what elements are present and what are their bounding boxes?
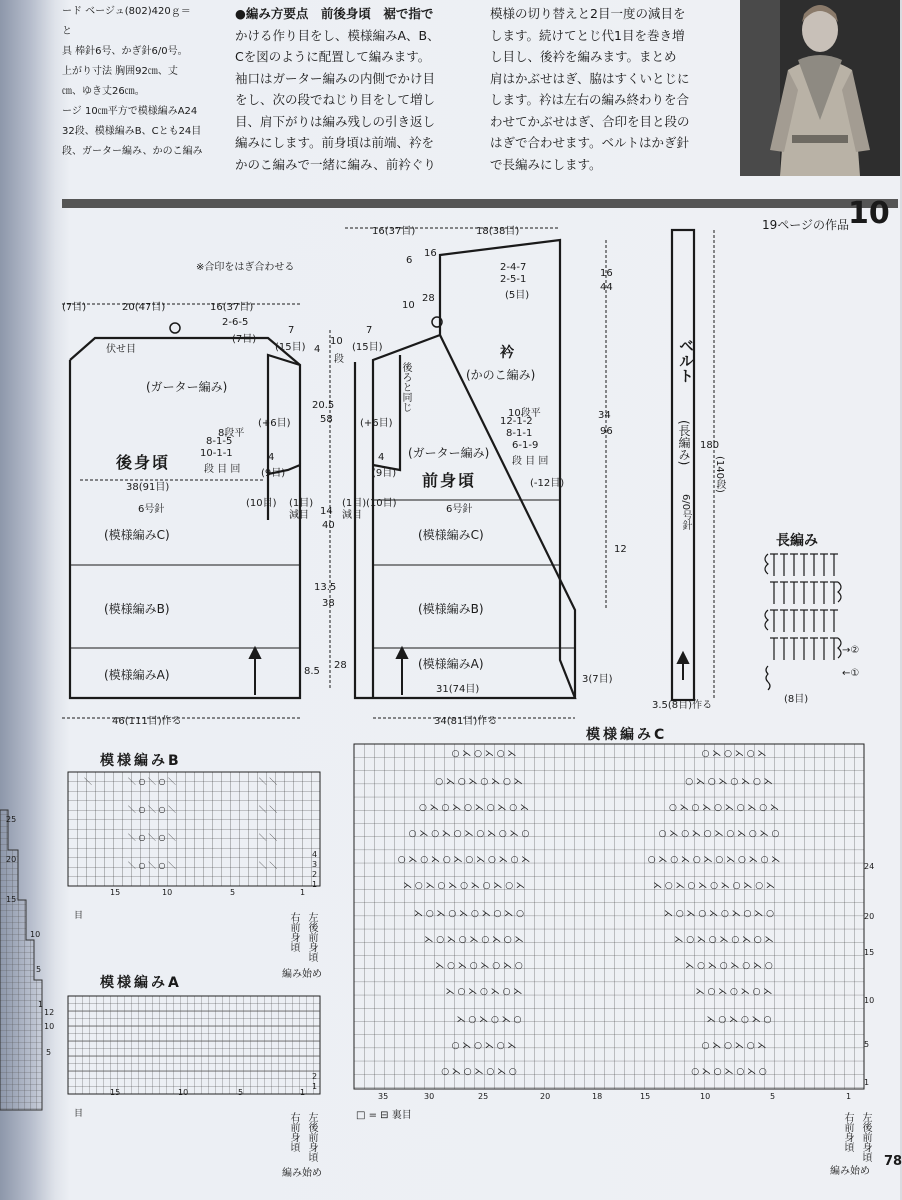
svg-text:⋋ ○ ⋋ ○ ⋋ ○ ⋋ ○ ⋋ ○: ⋋ ○ ⋋ ○ ⋋ ○ ⋋ ○ ⋋ ○	[413, 909, 525, 919]
dim-34: 34(81目)作る	[434, 716, 498, 727]
chart-c-row-1: 1	[864, 1078, 870, 1087]
collar-dec-b2: 12-1-2	[500, 416, 533, 427]
svg-text:○ ⋋ ○ ⋋ ○ ⋋ ○ ⋋ ○ ⋋: ○ ⋋ ○ ⋋ ○ ⋋ ○ ⋋ ○ ⋋	[668, 803, 780, 813]
svg-text:＼ ＼: ＼ ＼	[258, 833, 278, 842]
chart-c-col-20: 20	[540, 1092, 551, 1101]
dim-38-dan: 38	[322, 598, 335, 609]
body1-line-8: かのこ編みで一緒に編み、前衿ぐり	[235, 156, 436, 172]
dim-plus6b: (+6目)	[360, 418, 393, 429]
svg-text:○ ⋋ ○ ⋋ ○ ⋋ ○: ○ ⋋ ○ ⋋ ○ ⋋ ○	[441, 1067, 517, 1077]
body2-line-4: 肩はかぶせはぎ、脇はすくいとじに	[490, 70, 690, 86]
svg-text:⋋ ○ ⋋ ○ ⋋ ○ ⋋ ○: ⋋ ○ ⋋ ○ ⋋ ○ ⋋ ○	[435, 961, 523, 971]
chart-b-row-1: 1	[312, 880, 318, 889]
back-body-title: 後身頃	[116, 453, 171, 472]
chart-a-start-3: 編み始め	[282, 1168, 322, 1179]
dim-top-18: 18(38目)	[476, 226, 520, 237]
svg-text:⋋ ○ ⋋ ○ ⋋ ○ ⋋ ○ ⋋ ○ ⋋: ⋋ ○ ⋋ ○ ⋋ ○ ⋋ ○ ⋋ ○ ⋋	[653, 881, 775, 891]
inc-2: 8-1-5	[206, 436, 233, 447]
intro-line-2: と	[62, 26, 72, 37]
chart-c-start-3: 編み始め	[830, 1166, 870, 1177]
chart-b-col-5: 5	[230, 888, 236, 897]
chart-b-col-10: 10	[162, 888, 173, 897]
chart-a-title: 模様編みA	[100, 975, 182, 991]
collar-dec-2: 2-5-1	[500, 274, 527, 285]
chart-c-legend: □ = ⊟ 裏目	[356, 1110, 412, 1121]
body2-line-6: わせてかぶせはぎ、合印を目と段の	[490, 113, 690, 129]
same-as-back: 後ろと同じ	[400, 362, 411, 412]
body1-line-6: 目、肩下がりは編み残しの引き返し	[235, 113, 436, 129]
chart-b-col-1: 1	[300, 888, 306, 897]
chart-b-start-1: 右前身頃	[288, 912, 299, 952]
chart-c-row-10: 10	[864, 996, 875, 1005]
svg-text:⋋ ○ ⋋ ○ ⋋ ○ ⋋ ○ ⋋: ⋋ ○ ⋋ ○ ⋋ ○ ⋋ ○ ⋋	[674, 935, 774, 945]
svg-text:＼ ＼: ＼ ＼	[258, 777, 278, 786]
body1-line-2: かける作り目をし、模様編みA、B、	[235, 27, 440, 43]
intro-line-8: 段、ガーター編み、かのこ編み	[62, 146, 203, 157]
dim-3: 3(7目)	[582, 674, 613, 685]
dim-10c: 10	[402, 300, 415, 311]
body2-line-7: はぎで合わせます。ベルトはかぎ針	[490, 135, 690, 150]
chart-a-col-1: 1	[300, 1088, 306, 1097]
left-partial-chart	[0, 790, 50, 1110]
chart-a-mark: 目	[74, 1109, 84, 1119]
dim-4: 4	[314, 344, 321, 355]
gen-2: 減目	[342, 510, 362, 521]
belt-cast-on: 3.5(8目)作る	[652, 700, 713, 711]
chart-b-row-4: 4	[312, 850, 318, 859]
dim-9: (9目)	[261, 468, 286, 479]
chart-c-start-2: 左後前身頃	[860, 1112, 871, 1162]
pattern-number: 10	[848, 196, 890, 231]
intro-line-6: ージ 10㎝平方で模様編みA24	[62, 106, 198, 117]
dim-7a: 7	[288, 325, 295, 336]
belt-subtitle: (長編み)	[677, 420, 691, 466]
dim-4c: 4	[378, 452, 385, 463]
collar-dec-b5: 段 目 回	[512, 456, 549, 467]
inc-1: 8段平	[218, 428, 245, 439]
svg-text:○ ⋋ ○ ⋋ ○ ⋋ ○ ⋋ ○ ⋋ ○: ○ ⋋ ○ ⋋ ○ ⋋ ○ ⋋ ○ ⋋ ○	[658, 829, 780, 839]
chart-c-row-24: 24	[864, 862, 875, 871]
dim-16b: 16(37目)	[210, 302, 254, 313]
svg-text:⋋ ○ ⋋ ○ ⋋ ○ ⋋ ○ ⋋ ○ ⋋: ⋋ ○ ⋋ ○ ⋋ ○ ⋋ ○ ⋋ ○ ⋋	[403, 881, 525, 891]
pattern-a-front: (模様編みA)	[418, 657, 484, 671]
pattern-a-back: (模様編みA)	[104, 668, 170, 682]
dim-4b: 4	[268, 452, 275, 463]
chart-c-row-15: 15	[864, 948, 875, 957]
left-row-1: 1	[38, 1000, 44, 1009]
chart-a-row-2: 2	[312, 1072, 318, 1081]
svg-text:＼ ○ ＼ ○ ＼: ＼ ○ ＼ ○ ＼	[127, 833, 177, 842]
pattern-b-back: (模様編みB)	[104, 602, 170, 616]
chart-b-row-3: 3	[312, 860, 318, 869]
dim-13-5: 13.5	[314, 582, 337, 593]
body2-line-5: します。衿は左右の編み終わりを合	[490, 92, 690, 107]
body2-line-3: し目し、後衿を編みます。まとめ	[490, 49, 677, 64]
chart-c-grid	[354, 744, 884, 1104]
chart-b-title: 模様編みB	[100, 753, 182, 769]
long-stitch-title: 長編み	[776, 533, 818, 549]
long-stitch-row1: ←①	[842, 668, 860, 679]
intro-line-7: 32段、模様編みB、Cとも24目	[62, 126, 202, 137]
left-row-15: 15	[6, 895, 17, 904]
dim-7b: 7	[366, 325, 373, 336]
chart-c-col-35: 35	[378, 1092, 389, 1101]
dim-10m: (10目)	[246, 498, 277, 509]
chart-b-col-15: 15	[110, 888, 121, 897]
dim-20: 20(47目)	[122, 302, 166, 313]
belt-needle: 6/0号針	[680, 494, 691, 531]
svg-text:○ ⋋ ○ ⋋ ○ ⋋ ○: ○ ⋋ ○ ⋋ ○ ⋋ ○	[691, 1067, 767, 1077]
long-stitch-count: (8目)	[784, 694, 809, 705]
garter-label-front: (ガーター編み)	[408, 446, 490, 460]
dim-1m: (1目)	[289, 498, 314, 509]
left-row-5: 5	[36, 965, 42, 974]
svg-text:○ ⋋ ○ ⋋ ○ ⋋: ○ ⋋ ○ ⋋ ○ ⋋	[701, 1041, 767, 1051]
svg-text:＼ ○ ＼ ○ ＼: ＼ ○ ＼ ○ ＼	[127, 805, 177, 814]
dim-28: 28	[422, 293, 435, 304]
long-stitch-chart	[760, 550, 880, 690]
svg-text:⋋ ○ ⋋ ○ ⋋ ○ ⋋: ⋋ ○ ⋋ ○ ⋋ ○ ⋋	[695, 987, 773, 997]
dim-8-5: 8.5	[304, 666, 320, 677]
collar-subtitle: (かのこ編み)	[466, 368, 536, 382]
body1-line-5: をし、次の段でねじり目をして増し	[235, 92, 436, 107]
intro-line-1: ード ベージュ(802)420ｇ＝	[62, 6, 191, 17]
gen-1: 減目	[289, 510, 309, 521]
svg-text:○ ⋋ ○ ⋋ ○ ⋋ ○ ⋋ ○ ⋋ ○: ○ ⋋ ○ ⋋ ○ ⋋ ○ ⋋ ○ ⋋ ○	[408, 829, 530, 839]
chart-b-start-2: 左後前身頃	[306, 912, 317, 962]
svg-text:＼ ○ ＼ ○ ＼: ＼ ○ ＼ ○ ＼	[127, 861, 177, 870]
svg-text:○ ⋋ ○ ⋋ ○ ⋋: ○ ⋋ ○ ⋋ ○ ⋋	[451, 749, 517, 759]
collar-dec-b3: 8-1-1	[506, 428, 533, 439]
svg-text:○ ⋋ ○ ⋋ ○ ⋋ ○ ⋋: ○ ⋋ ○ ⋋ ○ ⋋ ○ ⋋	[435, 777, 523, 787]
shoulder-dec2: (7目)	[232, 334, 257, 345]
svg-text:○ ⋋ ○ ⋋ ○ ⋋: ○ ⋋ ○ ⋋ ○ ⋋	[451, 1041, 517, 1051]
dim-6: 6	[406, 255, 413, 266]
note-match: ※合印をはぎ合わせる	[196, 262, 295, 273]
body2-line-8: で長編みにします。	[490, 156, 602, 172]
belt-140: (140段)	[714, 456, 725, 493]
svg-text:○ ⋋ ○ ⋋ ○ ⋋ ○ ⋋ ○ ⋋ ○ ⋋: ○ ⋋ ○ ⋋ ○ ⋋ ○ ⋋ ○ ⋋ ○ ⋋	[647, 855, 781, 865]
chart-a-row-12: 12	[44, 1008, 55, 1017]
body1-line-4: 袖口はガーター編みの内側でかけ目	[235, 70, 436, 86]
chart-a-start-1: 右前身頃	[288, 1112, 299, 1152]
chart-a-row-5: 5	[46, 1048, 52, 1057]
page-reference: 19ページの作品	[762, 218, 850, 232]
dim-44: 44	[600, 282, 613, 293]
chart-c-start-1: 右前身頃	[842, 1112, 853, 1152]
needle-6-back: 6号針	[138, 504, 165, 515]
chart-a-row-10: 10	[44, 1022, 55, 1031]
svg-text:⋋ ○ ⋋ ○ ⋋ ○: ⋋ ○ ⋋ ○ ⋋ ○	[456, 1015, 522, 1025]
dim-plus6: (+6目)	[258, 418, 291, 429]
chart-a-col-15: 15	[110, 1088, 121, 1097]
inc-3: 10-1-1	[200, 448, 233, 459]
chart-c-col-15: 15	[640, 1092, 651, 1101]
body1-line-1: ●編み方要点 前後身頃 裾で指で	[235, 6, 434, 21]
dim-96: 96	[600, 426, 613, 437]
collar-dec-3: (5目)	[505, 290, 530, 301]
body1-line-3: Cを図のように配置して編みます。	[235, 49, 431, 64]
chart-a-start-2: 左後前身頃	[306, 1112, 317, 1162]
dim-28-dan: 28	[334, 660, 347, 671]
long-stitch-row2: →②	[842, 645, 860, 656]
svg-text:⋋ ○ ⋋ ○ ⋋ ○: ⋋ ○ ⋋ ○ ⋋ ○	[706, 1015, 772, 1025]
dim-16r: 16	[600, 268, 613, 279]
dim-46: 46(111目)作る	[112, 716, 182, 727]
body2-line-2: します。続けてとじ代1目を巻き増	[490, 27, 685, 43]
svg-text:○ ⋋ ○ ⋋ ○ ⋋: ○ ⋋ ○ ⋋ ○ ⋋	[701, 749, 767, 759]
chart-a-col-10: 10	[178, 1088, 189, 1097]
dim-12: 12	[614, 544, 627, 555]
svg-text:⋋ ○ ⋋ ○ ⋋ ○ ⋋ ○ ⋋ ○: ⋋ ○ ⋋ ○ ⋋ ○ ⋋ ○ ⋋ ○	[663, 909, 775, 919]
fuse-label: 伏せ目	[106, 344, 136, 355]
dim-top-16: 16(37目)	[372, 226, 416, 237]
svg-text:＼ ＼: ＼ ＼	[258, 861, 278, 870]
chart-b-row-2: 2	[312, 870, 318, 879]
needle-6-front: 6号針	[446, 504, 473, 515]
chart-a-row-1: 1	[312, 1082, 318, 1091]
belt-title: ベルト	[677, 338, 695, 383]
chart-c-row-20: 20	[864, 912, 875, 921]
pattern-c-back: (模様編みC)	[104, 528, 170, 542]
dim-34r: 34	[598, 410, 611, 421]
body2-line-1: 模様の切り替えと2目一度の減目を	[490, 6, 686, 21]
chart-c-row-5: 5	[864, 1040, 870, 1049]
chart-b-start-3: 編み始め	[282, 969, 322, 980]
page-number: 78	[884, 1154, 902, 1169]
chart-c-col-1: 1	[846, 1092, 852, 1101]
svg-text:⋋ ○ ⋋ ○ ⋋ ○ ⋋ ○: ⋋ ○ ⋋ ○ ⋋ ○ ⋋ ○	[685, 961, 773, 971]
body1-line-7: 編みにします。前身頃は前端、衿を	[235, 135, 435, 150]
svg-text:○ ⋋ ○ ⋋ ○ ⋋ ○ ⋋ ○ ⋋ ○ ⋋: ○ ⋋ ○ ⋋ ○ ⋋ ○ ⋋ ○ ⋋ ○ ⋋	[397, 855, 531, 865]
inc-4: 段 目 回	[204, 464, 241, 475]
left-row-10: 10	[30, 930, 41, 939]
dim-38: 38(91目)	[126, 482, 170, 493]
left-row-25: 25	[6, 815, 17, 824]
svg-text:○ ⋋ ○ ⋋ ○ ⋋ ○ ⋋ ○ ⋋: ○ ⋋ ○ ⋋ ○ ⋋ ○ ⋋ ○ ⋋	[418, 803, 530, 813]
minus-12: (-12目)	[530, 478, 565, 489]
dim-16-dan: 16	[424, 248, 437, 259]
dim-7b2: (15目)	[352, 342, 383, 353]
belt-180: 180	[700, 440, 720, 451]
svg-text:＼ ○ ＼ ○ ＼: ＼ ○ ＼ ○ ＼	[127, 777, 177, 786]
dim-1m2: (1目)	[342, 498, 367, 509]
dim-7a2: (15目)	[275, 342, 306, 353]
chart-c-col-30: 30	[424, 1092, 435, 1101]
chart-c-col-25: 25	[478, 1092, 489, 1101]
chart-a-grid	[68, 996, 328, 1106]
chart-c-col-5: 5	[770, 1092, 776, 1101]
front-body-title: 前身頃	[422, 471, 477, 490]
svg-text:⋋ ○ ⋋ ○ ⋋ ○ ⋋: ⋋ ○ ⋋ ○ ⋋ ○ ⋋	[445, 987, 523, 997]
dim-10-dan: 段	[334, 354, 344, 365]
chart-c-col-10: 10	[700, 1092, 711, 1101]
left-row-20: 20	[6, 855, 17, 864]
chart-c-title: 模様編みC	[586, 727, 668, 743]
intro-line-4: 上がり寸法 胸囲92㎝、丈	[62, 66, 178, 77]
dim-7me: (7目)	[62, 302, 87, 313]
garter-label-back: (ガーター編み)	[146, 380, 228, 394]
svg-text:＼: ＼	[84, 777, 92, 786]
dim-20-5: 20.5	[312, 400, 335, 411]
collar-dec-b4: 6-1-9	[512, 440, 539, 451]
dim-40: 40	[322, 520, 335, 531]
svg-text:⋋ ○ ⋋ ○ ⋋ ○ ⋋ ○ ⋋: ⋋ ○ ⋋ ○ ⋋ ○ ⋋ ○ ⋋	[424, 935, 524, 945]
chart-b-grid	[68, 772, 328, 902]
shoulder-dec: 2-6-5	[222, 317, 249, 328]
svg-text:○ ⋋ ○ ⋋ ○ ⋋ ○ ⋋: ○ ⋋ ○ ⋋ ○ ⋋ ○ ⋋	[685, 777, 773, 787]
dim-58: 58	[320, 414, 333, 425]
svg-text:＼ ＼: ＼ ＼	[258, 805, 278, 814]
dim-10m2: (10目)	[366, 498, 397, 509]
intro-line-5: ㎝、ゆき丈26㎝。	[62, 86, 145, 97]
collar-dec-1: 2-4-7	[500, 262, 527, 273]
chart-a-col-5: 5	[238, 1088, 244, 1097]
chart-c-col-18: 18	[592, 1092, 603, 1101]
collar-dec-b1: 10段平	[508, 408, 541, 419]
pattern-b-front: (模様編みB)	[418, 602, 484, 616]
intro-line-3: 具 棒針6号、かぎ針6/0号。	[62, 46, 188, 57]
dim-9b: (9目)	[372, 468, 397, 479]
dim-14: 14	[320, 506, 333, 517]
dim-10: 10	[330, 336, 343, 347]
dim-31: 31(74目)	[436, 684, 480, 695]
collar-title: 衿	[500, 345, 514, 361]
chart-b-mark: 目	[74, 911, 84, 921]
pattern-c-front: (模様編みC)	[418, 528, 484, 542]
